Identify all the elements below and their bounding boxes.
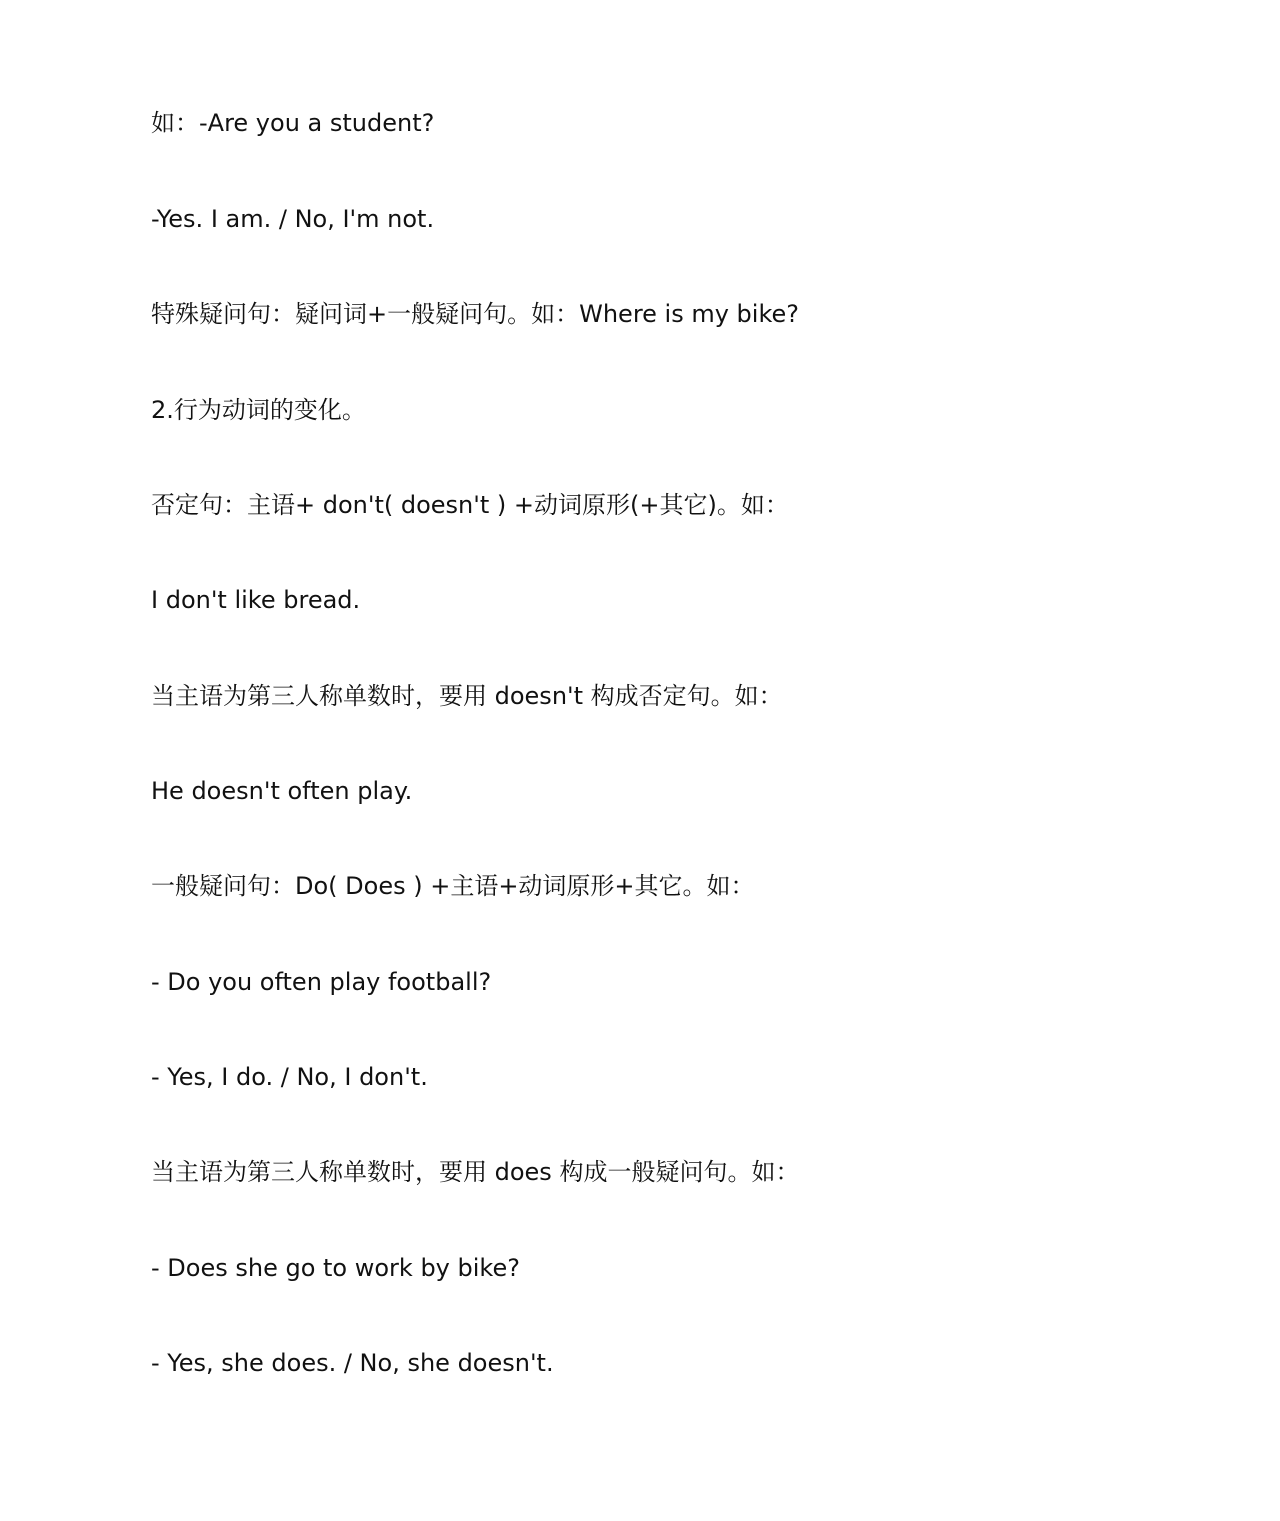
text-line: 一般疑问句：Do( Does ) +主语+动词原形+其它。如： xyxy=(151,872,755,900)
text-line: -Yes. I am. / No, I'm not. xyxy=(151,205,435,233)
text-line: - Yes, I do. / No, I don't. xyxy=(151,1063,428,1091)
text-line: 当主语为第三人称单数时，要用 does 构成一般疑问句。如： xyxy=(151,1158,800,1186)
text-line: - Do you often play football? xyxy=(151,968,492,996)
text-line: I don't like bread. xyxy=(151,586,361,614)
text-line: - Does she go to work by bike? xyxy=(151,1254,520,1282)
text-line: 否定句：主语+ don't( doesn't ) +动词原形(+其它)。如： xyxy=(151,491,789,519)
text-line: 2.行为动词的变化。 xyxy=(151,396,366,424)
text-line: 如：-Are you a student? xyxy=(151,109,435,137)
text-line: 特殊疑问句：疑问词+一般疑问句。如：Where is my bike? xyxy=(151,300,800,328)
text-line: He doesn't often play. xyxy=(151,777,413,805)
text-line: 当主语为第三人称单数时，要用 doesn't 构成否定句。如： xyxy=(151,682,783,710)
text-line: - Yes, she does. / No, she doesn't. xyxy=(151,1349,554,1377)
